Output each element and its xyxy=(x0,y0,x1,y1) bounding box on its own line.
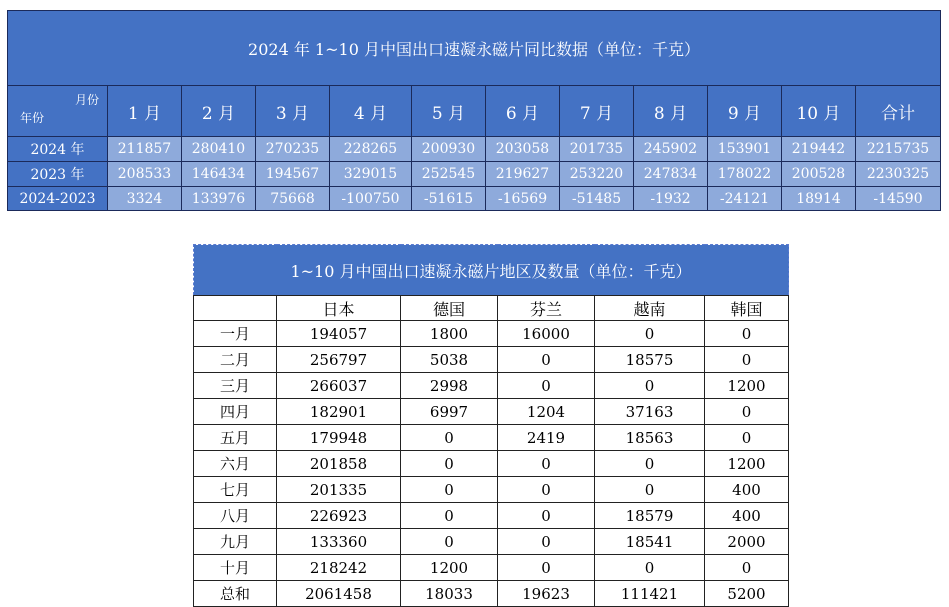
row-label: 2023 年 xyxy=(8,162,108,187)
table-cell: 1200 xyxy=(401,555,498,581)
table-cell: 208533 xyxy=(108,162,182,187)
table-cell: 329015 xyxy=(330,162,412,187)
row-label: 2024 年 xyxy=(8,137,108,162)
table-cell: 18541 xyxy=(595,529,705,555)
table-cell: 0 xyxy=(595,373,705,399)
table-cell: 0 xyxy=(401,451,498,477)
col-header: 10 月 xyxy=(782,86,856,137)
table-row xyxy=(194,373,789,399)
col-header: 越南 xyxy=(595,296,705,321)
row-label: 2024-2023 xyxy=(8,187,108,211)
table-cell: 218242 xyxy=(277,555,401,581)
col-header-total: 合计 xyxy=(856,86,941,137)
table-cell: 400 xyxy=(705,477,789,503)
row-label: 二月 xyxy=(194,347,277,373)
table-cell: 200528 xyxy=(782,162,856,187)
table-cell: 37163 xyxy=(595,399,705,425)
table-cell: 226923 xyxy=(277,503,401,529)
table-cell: 16000 xyxy=(498,321,595,347)
table-cell: 0 xyxy=(401,529,498,555)
table-cell: 266037 xyxy=(277,373,401,399)
table-cell: -100750 xyxy=(330,187,412,211)
table-cell: 2000 xyxy=(705,529,789,555)
corner-month-label: 月份 xyxy=(74,93,99,107)
table-cell: 200930 xyxy=(412,137,486,162)
table-cell: 0 xyxy=(595,451,705,477)
table-cell: -16569 xyxy=(486,187,560,211)
table-cell: 18575 xyxy=(595,347,705,373)
table-cell: 0 xyxy=(705,555,789,581)
table-cell: 2230325 xyxy=(856,162,941,187)
table-cell: 18579 xyxy=(595,503,705,529)
table2-title: 1~10 月中国出口速凝永磁片地区及数量（单位：千克） xyxy=(194,245,789,296)
table-cell: 253220 xyxy=(560,162,634,187)
col-header: 8 月 xyxy=(634,86,708,137)
table-cell: 0 xyxy=(705,321,789,347)
col-header: 芬兰 xyxy=(498,296,595,321)
table-row xyxy=(8,137,941,162)
table-cell: 252545 xyxy=(412,162,486,187)
col-header: 7 月 xyxy=(560,86,634,137)
col-header: 4 月 xyxy=(330,86,412,137)
table-cell: 256797 xyxy=(277,347,401,373)
yoy-export-table xyxy=(7,10,941,211)
table-cell: 400 xyxy=(705,503,789,529)
table-cell: -24121 xyxy=(708,187,782,211)
table-cell: 0 xyxy=(498,477,595,503)
row-label: 十月 xyxy=(194,555,277,581)
table-cell: 18033 xyxy=(401,581,498,607)
row-label: 八月 xyxy=(194,503,277,529)
table-cell: 0 xyxy=(498,555,595,581)
table-cell: 203058 xyxy=(486,137,560,162)
table-cell: 5200 xyxy=(705,581,789,607)
region-export-table xyxy=(193,244,789,607)
table-row xyxy=(8,187,941,211)
row-label: 六月 xyxy=(194,451,277,477)
col-header: 2 月 xyxy=(182,86,256,137)
table1-title: 2024 年 1~10 月中国出口速凝永磁片同比数据（单位：千克） xyxy=(8,11,941,86)
table-cell: 270235 xyxy=(256,137,330,162)
corner-year-label: 年份 xyxy=(20,111,45,125)
table-row xyxy=(8,162,941,187)
table-cell: 179948 xyxy=(277,425,401,451)
table-cell: 0 xyxy=(498,347,595,373)
table-cell: 2419 xyxy=(498,425,595,451)
table-cell: 1200 xyxy=(705,373,789,399)
table-row xyxy=(194,347,789,373)
table-cell: 0 xyxy=(498,373,595,399)
table-cell: 19623 xyxy=(498,581,595,607)
table-cell: 0 xyxy=(595,321,705,347)
table-cell: 1800 xyxy=(401,321,498,347)
table-cell: 0 xyxy=(705,425,789,451)
table-cell: 201858 xyxy=(277,451,401,477)
table-cell: 0 xyxy=(705,399,789,425)
table-cell: 5038 xyxy=(401,347,498,373)
table-row xyxy=(194,503,789,529)
col-header: 德国 xyxy=(401,296,498,321)
table-cell: 6997 xyxy=(401,399,498,425)
col-header: 1 月 xyxy=(108,86,182,137)
table-cell: 247834 xyxy=(634,162,708,187)
table-cell: 0 xyxy=(595,477,705,503)
table-cell: 0 xyxy=(498,503,595,529)
col-header: 3 月 xyxy=(256,86,330,137)
table-cell: 133976 xyxy=(182,187,256,211)
table-row xyxy=(194,321,789,347)
table-row xyxy=(194,477,789,503)
table-cell: -1932 xyxy=(634,187,708,211)
table-cell: 194567 xyxy=(256,162,330,187)
col-header: 6 月 xyxy=(486,86,560,137)
table-cell: 228265 xyxy=(330,137,412,162)
row-label: 四月 xyxy=(194,399,277,425)
table-cell: 18914 xyxy=(782,187,856,211)
col-header-empty xyxy=(194,296,277,321)
table-cell: 75668 xyxy=(256,187,330,211)
table-cell: 182901 xyxy=(277,399,401,425)
table-cell: 219627 xyxy=(486,162,560,187)
table-cell: 3324 xyxy=(108,187,182,211)
table-cell: 178022 xyxy=(708,162,782,187)
table-cell: 146434 xyxy=(182,162,256,187)
table-cell: 2061458 xyxy=(277,581,401,607)
table-cell: 0 xyxy=(401,503,498,529)
table-cell: 201335 xyxy=(277,477,401,503)
row-label: 三月 xyxy=(194,373,277,399)
table-cell: 219442 xyxy=(782,137,856,162)
table-row xyxy=(194,555,789,581)
row-label: 一月 xyxy=(194,321,277,347)
table-row-total xyxy=(194,581,789,607)
table-cell: -51485 xyxy=(560,187,634,211)
row-label: 七月 xyxy=(194,477,277,503)
row-label: 总和 xyxy=(194,581,277,607)
table-cell: 18563 xyxy=(595,425,705,451)
table-cell: -51615 xyxy=(412,187,486,211)
table-cell: 211857 xyxy=(108,137,182,162)
table-cell: 0 xyxy=(498,451,595,477)
table-cell: 280410 xyxy=(182,137,256,162)
table-cell: 0 xyxy=(401,425,498,451)
col-header: 韩国 xyxy=(705,296,789,321)
table-cell: 2215735 xyxy=(856,137,941,162)
table-cell: 111421 xyxy=(595,581,705,607)
col-header: 9 月 xyxy=(708,86,782,137)
table-cell: 194057 xyxy=(277,321,401,347)
table-row xyxy=(194,425,789,451)
table-cell: 0 xyxy=(401,477,498,503)
table-row xyxy=(194,399,789,425)
col-header: 日本 xyxy=(277,296,401,321)
row-label: 九月 xyxy=(194,529,277,555)
table-cell: 245902 xyxy=(634,137,708,162)
table-cell: -14590 xyxy=(856,187,941,211)
corner-header xyxy=(8,86,108,137)
table-cell: 153901 xyxy=(708,137,782,162)
table-cell: 1200 xyxy=(705,451,789,477)
table-cell: 0 xyxy=(498,529,595,555)
table-cell: 2998 xyxy=(401,373,498,399)
table-cell: 1204 xyxy=(498,399,595,425)
table-cell: 201735 xyxy=(560,137,634,162)
col-header: 5 月 xyxy=(412,86,486,137)
table-cell: 0 xyxy=(705,347,789,373)
table-cell: 133360 xyxy=(277,529,401,555)
table-row xyxy=(194,451,789,477)
table-row xyxy=(194,529,789,555)
row-label: 五月 xyxy=(194,425,277,451)
table-cell: 0 xyxy=(595,555,705,581)
